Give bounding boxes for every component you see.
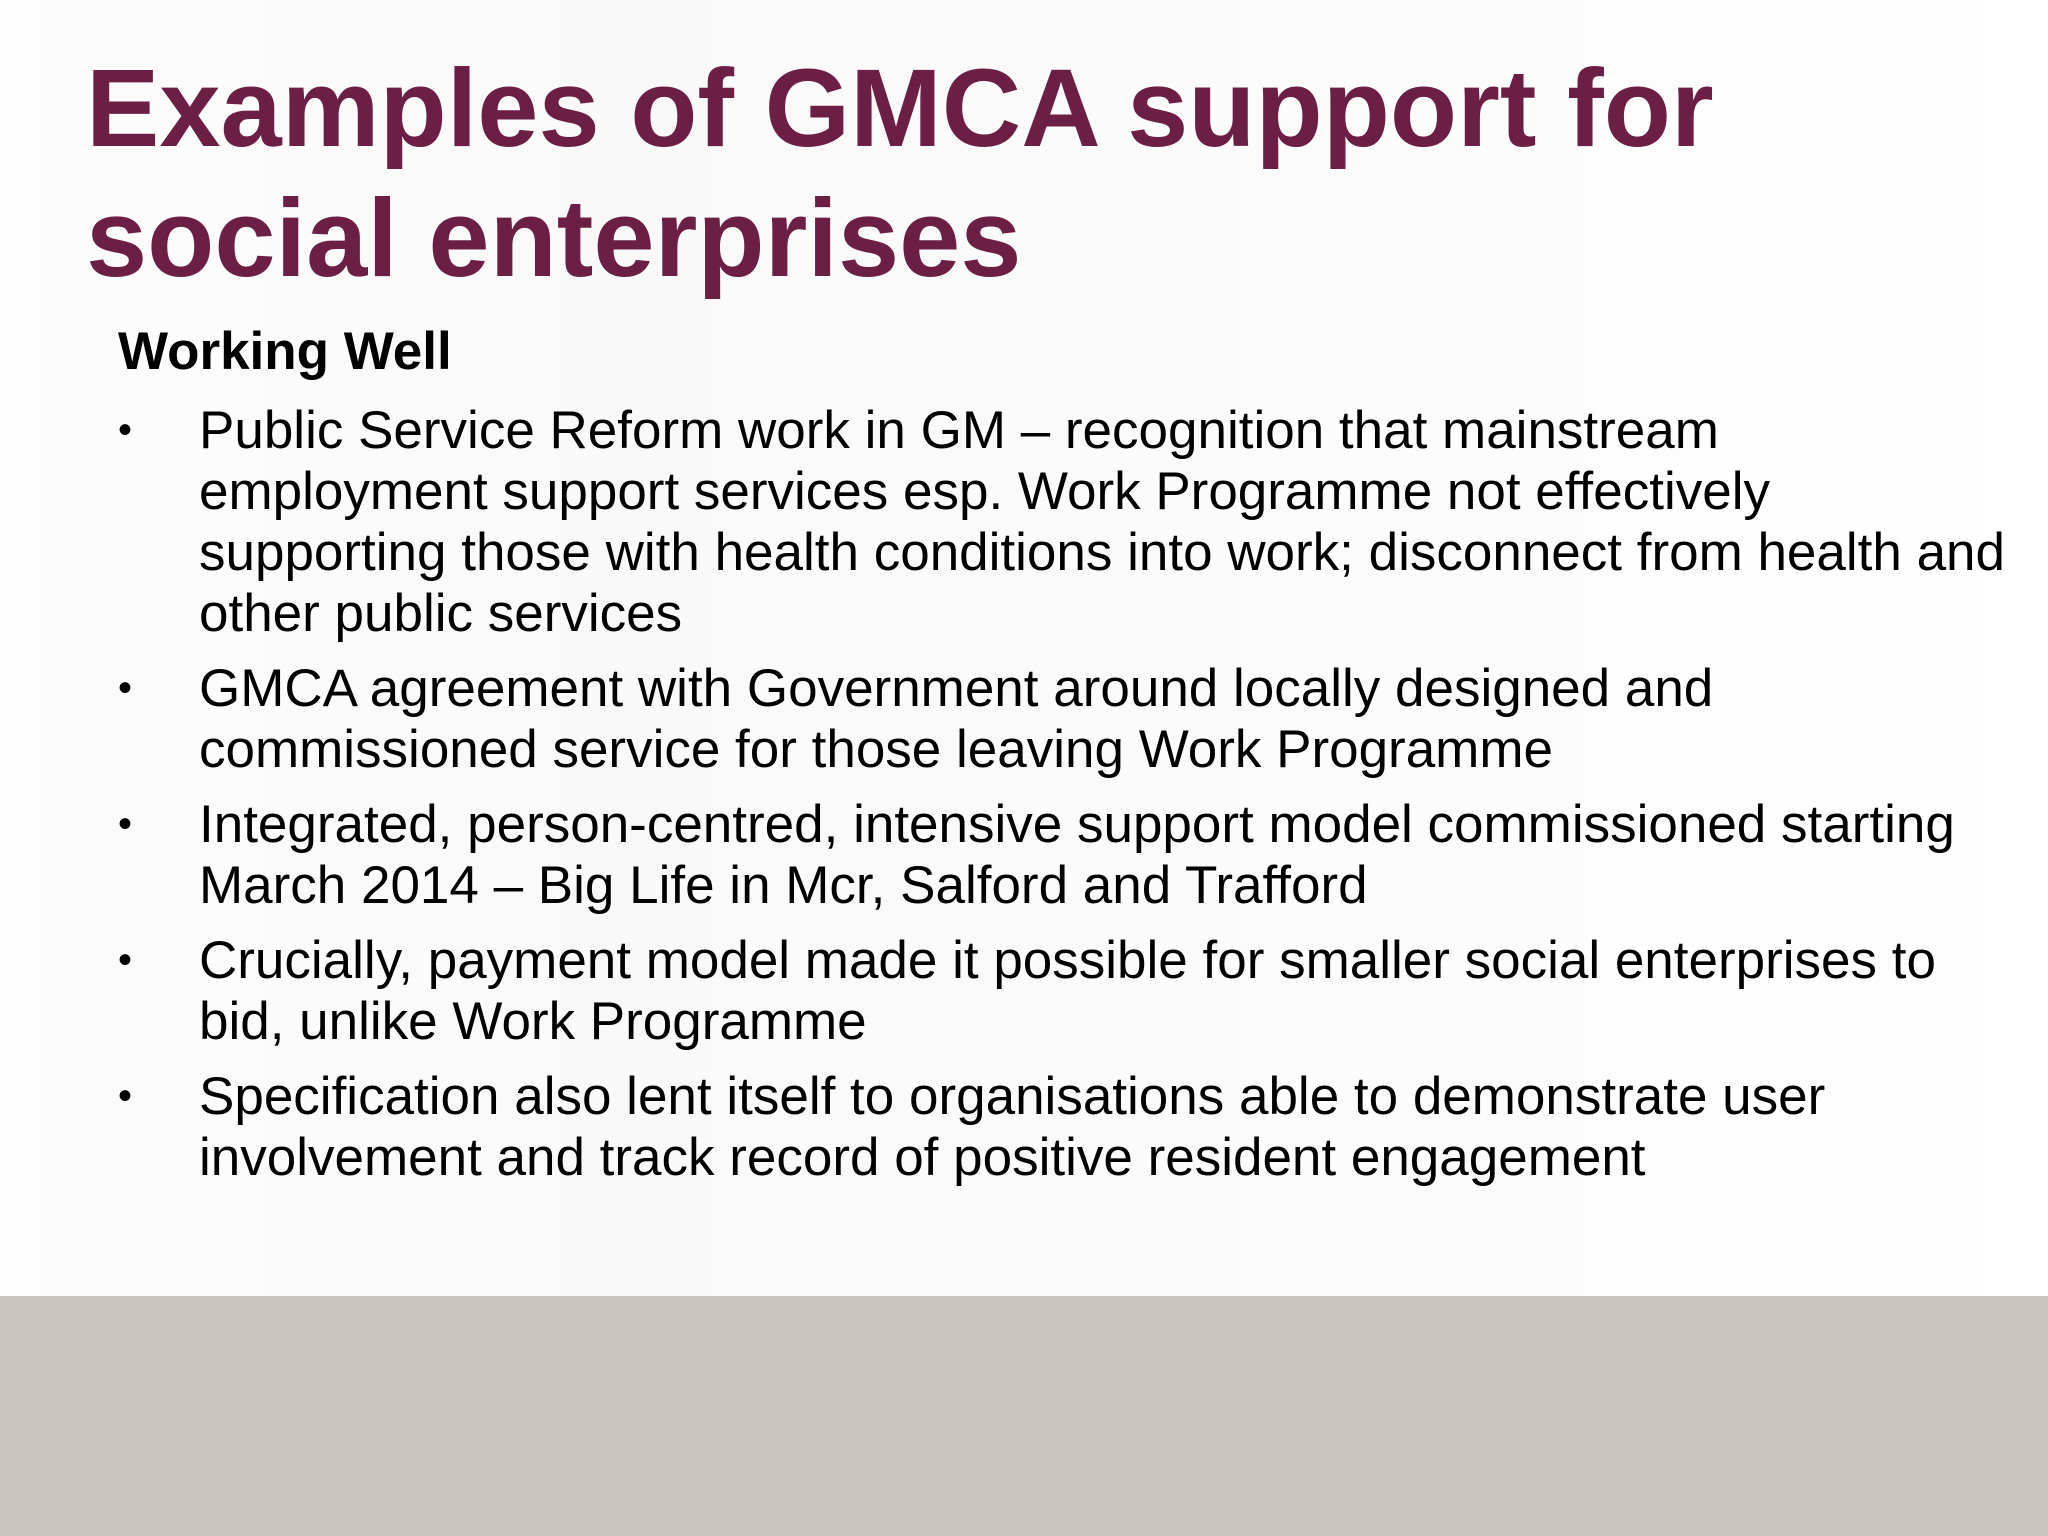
- bullet-text: GMCA agreement with Government around locally designed and commissioned service for those leaving Work Programme: [199, 659, 1714, 779]
- footer-band: [0, 1296, 2048, 1536]
- bullet-item: [118, 400, 2018, 644]
- bullet-text: Specification also lent itself to organisations able to demonstrate user involvement and track record of positive resident engagement: [199, 1067, 1826, 1187]
- bullet-text: Crucially, payment model made it possible for smaller social enterprises to bid, unlike Work Programme: [199, 931, 1936, 1051]
- bullet-item: [118, 658, 2018, 780]
- bullet-item: [118, 794, 2018, 916]
- bullet-item: [118, 930, 2018, 1052]
- section-heading: Working Well: [118, 322, 452, 381]
- bullet-text: Integrated, person-centred, intensive support model commissioned starting March 2014 – Big Life in Mcr, Salford and Trafford: [199, 795, 1955, 915]
- bullet-list: [118, 400, 2018, 1202]
- bullet-icon: •: [118, 666, 133, 710]
- slide-title: Examples of GMCA support for social enterprises: [86, 47, 1714, 300]
- bullet-icon: •: [118, 802, 133, 846]
- bullet-text: Public Service Reform work in GM – recognition that mainstream employment support services esp. Work Programme not effectively supporting those with health conditions into work; disconnect from health and other public services: [199, 401, 2006, 643]
- bullet-icon: •: [118, 1074, 133, 1118]
- bullet-item: [118, 1066, 2018, 1188]
- bullet-icon: •: [118, 408, 133, 452]
- bullet-icon: •: [118, 938, 133, 982]
